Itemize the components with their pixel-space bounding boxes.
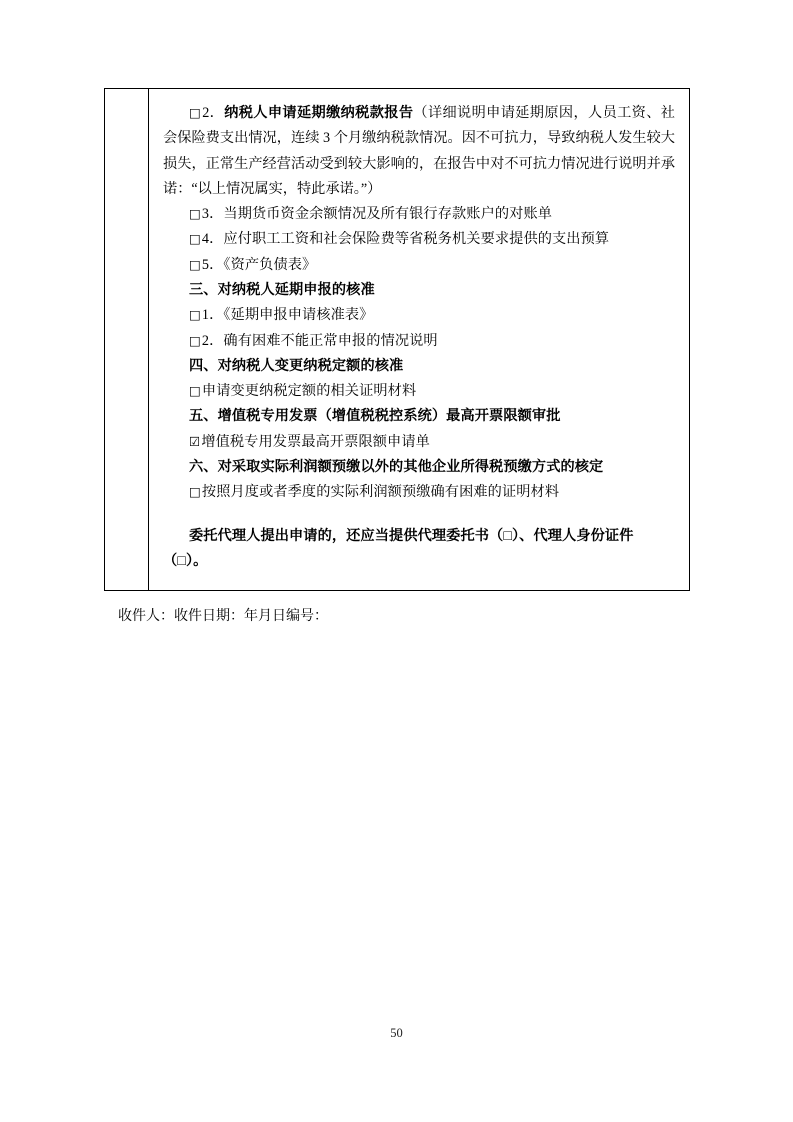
list-item — [163, 379, 675, 404]
receipt-footer: 收件人：收件日期：年月日编号： — [118, 609, 328, 624]
list-item-label: 增值税专用发票最高开票限额申请单 — [201, 433, 430, 450]
page-number: 50 — [390, 1026, 403, 1040]
list-item-detail: （详细说明申请延期原因，人员工资、社会保险费支出情况，连续 3 个月缴纳税款情况。因不可抗力，导致纳税人发生较大损失，正常生产经营活动受到较大影响的，在报告中对不可抗力情况进行说明并承诺：“以上情况属实，特此承诺。”） — [163, 105, 675, 197]
list-item-label: 申请变更纳税定额的相关证明材料 — [201, 383, 417, 400]
checkbox-checked-icon[interactable]: ☑ — [189, 433, 201, 449]
list-item — [163, 253, 675, 278]
checkbox-icon[interactable]: □ — [189, 231, 201, 247]
list-item-number: 4． — [201, 231, 224, 248]
list-item-title: 纳税人申请延期缴纳税款报告 — [224, 105, 414, 121]
checkbox-icon[interactable]: □ — [189, 206, 201, 222]
vertical-spacer — [163, 506, 675, 524]
section-heading-six: 六、对采取实际利润额预缴以外的其他企业所得税预缴方式的核定 — [189, 458, 604, 475]
list-item — [163, 202, 675, 227]
checkbox-icon[interactable]: □ — [189, 383, 201, 399]
list-item-label: 《资产负债表》 — [223, 256, 317, 273]
list-item-number: 1． — [201, 307, 224, 324]
list-item-label: 应付职工工资和社会保险费等省税务机关要求提供的支出预算 — [223, 231, 610, 248]
list-item — [163, 101, 675, 202]
list-item-label: 确有困难不能正常申报的情况说明 — [223, 332, 438, 349]
list-item-label: 《延期申报申请核准表》 — [223, 307, 374, 324]
list-item-label: 当期货币资金余额情况及所有银行存款账户的对账单 — [223, 206, 553, 223]
agent-note-line-2: （□）。 — [163, 552, 208, 569]
form-table — [104, 88, 690, 591]
list-item-number: 5． — [201, 256, 224, 273]
checkbox-icon[interactable]: □ — [189, 484, 201, 500]
list-item — [163, 227, 675, 252]
list-item-number: 3． — [201, 206, 224, 223]
agent-note-line-1: 委托代理人提出申请的，还应当提供代理委托书（□）、代理人身份证件 — [189, 527, 634, 544]
checkbox-icon[interactable]: □ — [189, 307, 201, 323]
list-item — [163, 430, 675, 455]
list-item — [163, 480, 675, 505]
table-left-label-column — [105, 89, 149, 590]
list-item-label: 按照月度或者季度的实际利润额预缴确有困难的证明材料 — [201, 484, 560, 501]
list-item-number: 2． — [202, 105, 225, 121]
list-item — [163, 303, 675, 328]
list-item — [163, 329, 675, 354]
section-heading-five: 五、增值税专用发票（增值税税控系统）最高开票限额审批 — [189, 408, 561, 425]
checkbox-icon[interactable]: □ — [189, 332, 201, 348]
table-content-column — [149, 89, 689, 590]
checkbox-icon[interactable]: □ — [189, 105, 202, 120]
list-item-number: 2． — [201, 332, 224, 349]
section-heading-three: 三、对纳税人延期申报的核准 — [189, 281, 375, 298]
section-heading-four: 四、对纳税人变更纳税定额的核准 — [189, 357, 404, 374]
checkbox-icon[interactable]: □ — [189, 256, 201, 272]
